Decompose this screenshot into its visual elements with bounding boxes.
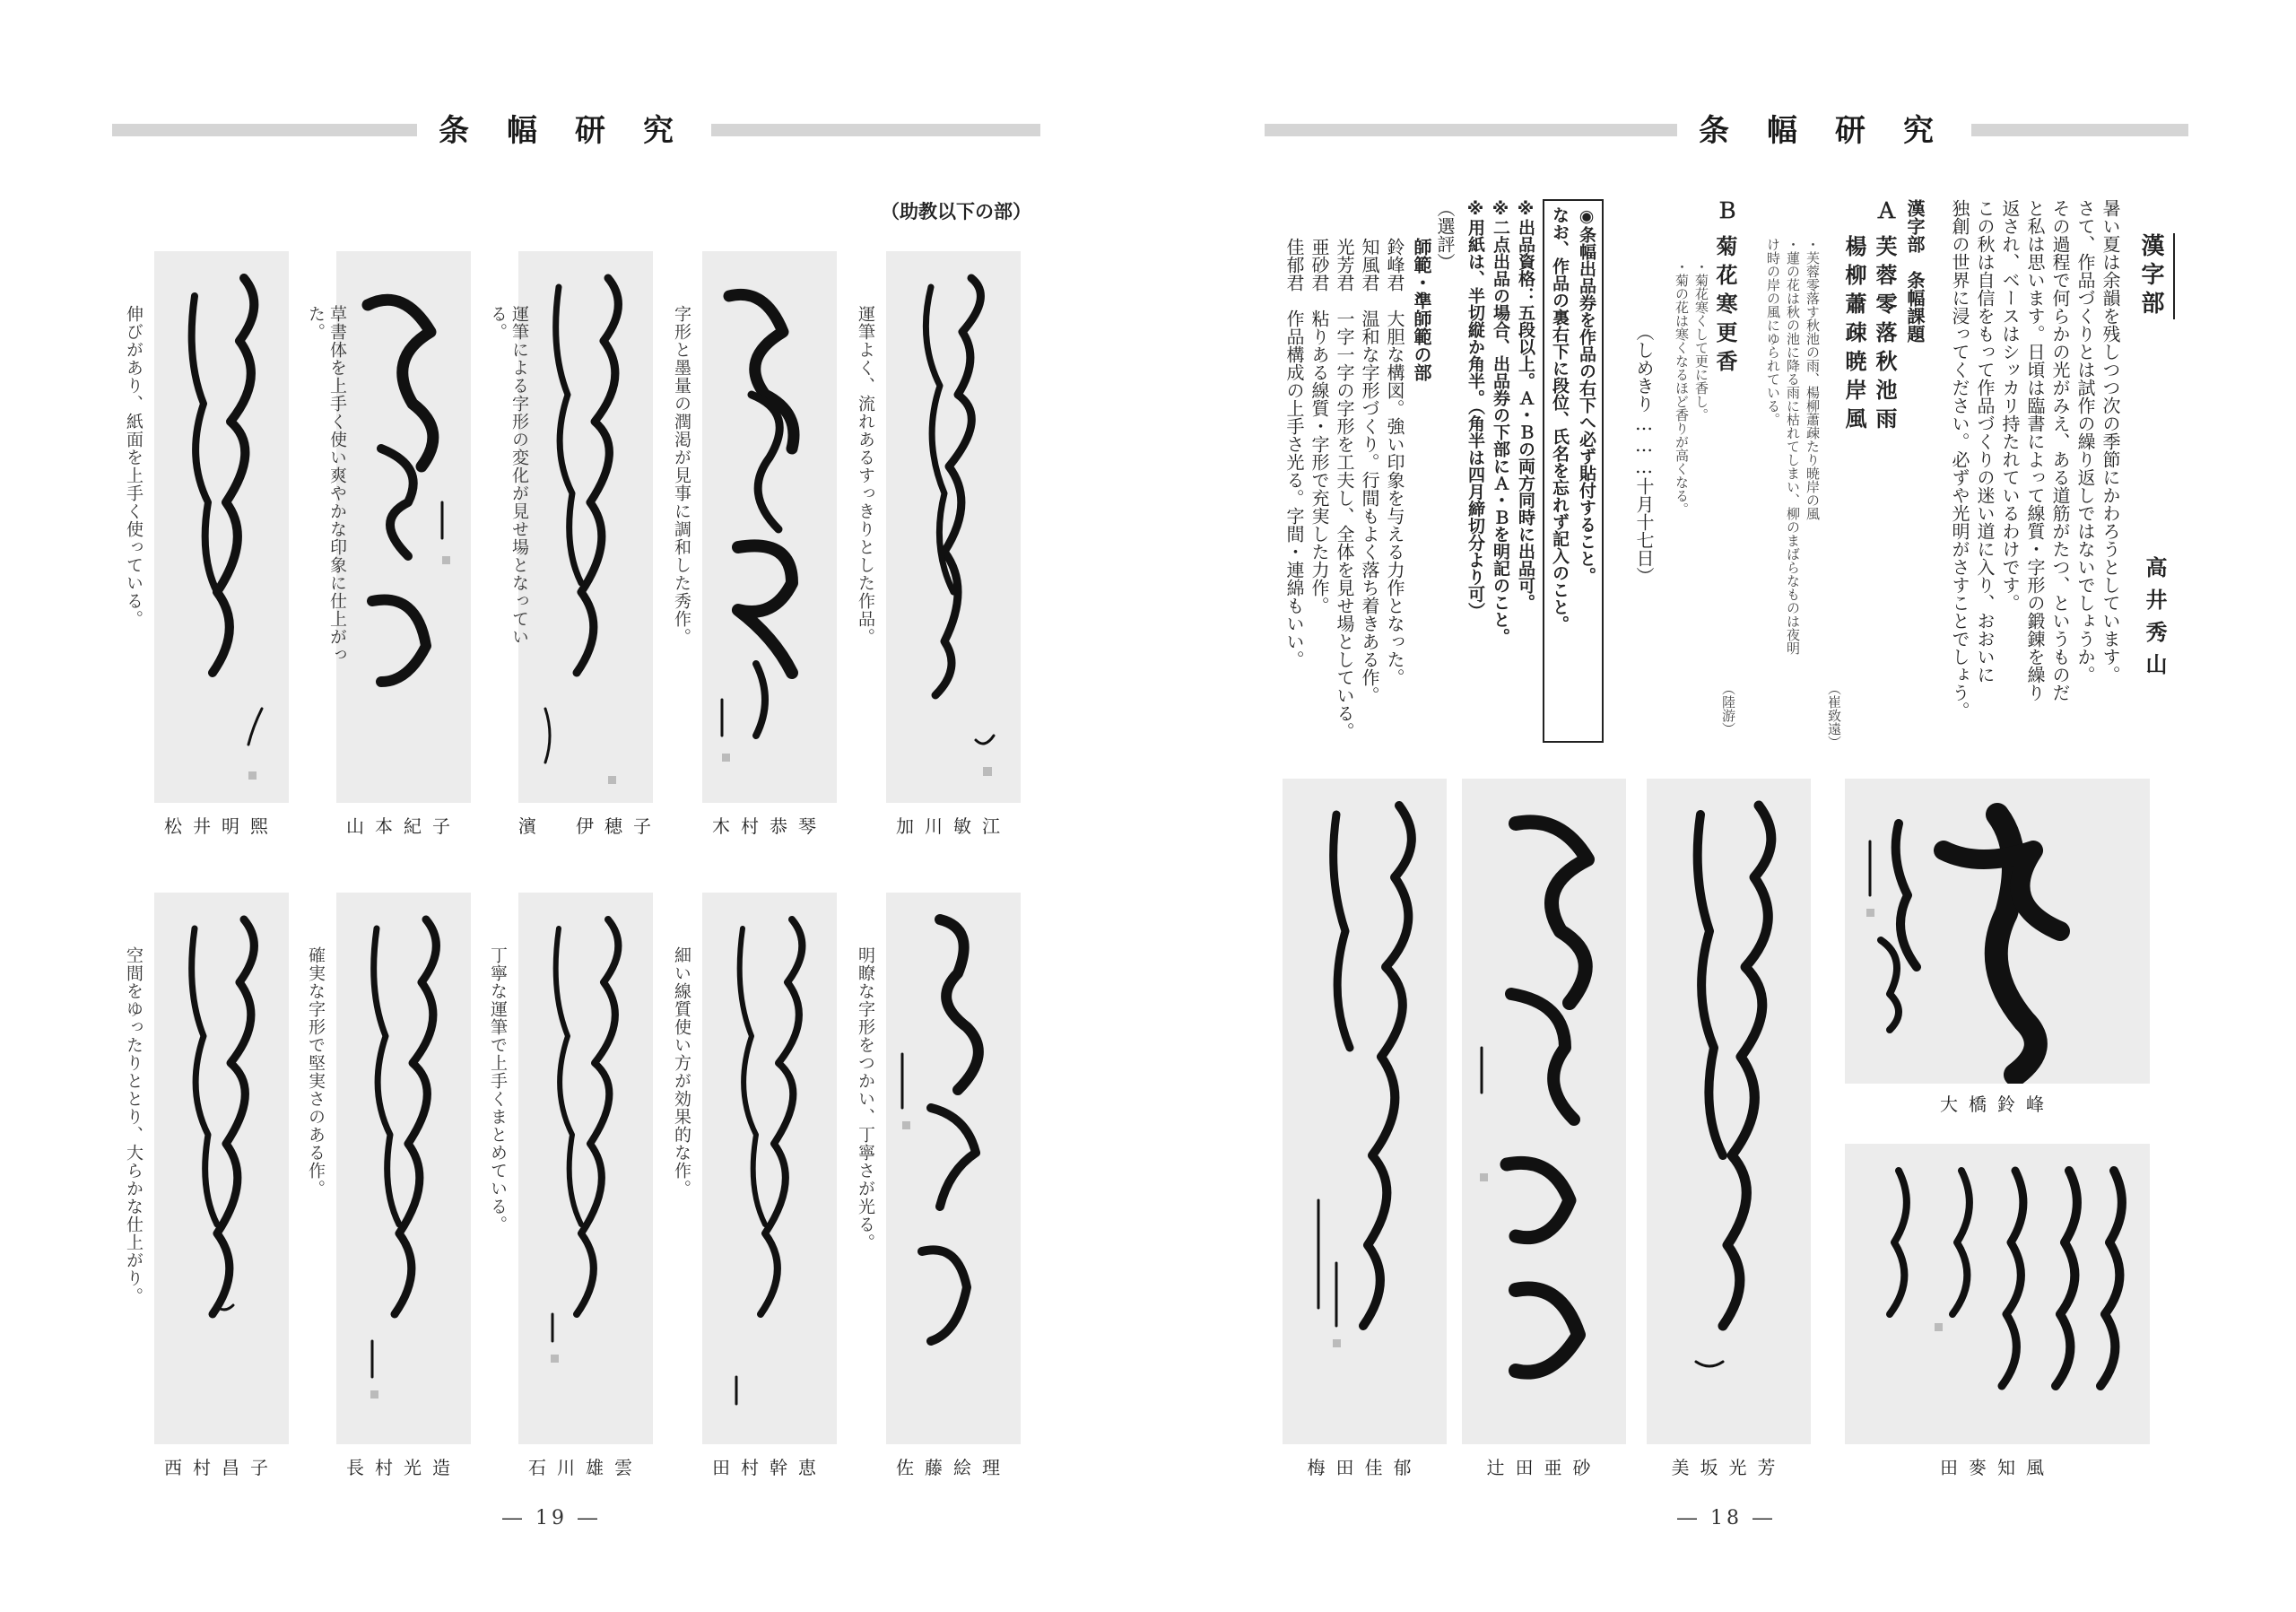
option-b-note: ・菊の花は寒くなるほど香りが高くなる。 <box>1674 260 1690 516</box>
brush-calligraphy-image <box>154 893 289 1444</box>
brush-calligraphy-image <box>154 251 289 803</box>
critique-text: 草書体を上手く使い爽やかな印象に仕上がった。 <box>306 305 347 664</box>
section-label: （助教以下の部） <box>881 201 1031 222</box>
option-a-line: 芙蓉零落秋池雨 <box>1872 235 1897 436</box>
notice-line: ◉条幅出品券を作品の右下へ必ず貼付すること。 <box>1577 206 1596 584</box>
option-b-note: ・菊花寒くして更に香し。 <box>1693 260 1709 422</box>
critique-text: 明瞭な字形をつかい、丁寧さが光る。 <box>856 946 875 1251</box>
option-a-author: （崔致遠） <box>1826 682 1842 749</box>
calligraphy-panel <box>1647 779 1811 1444</box>
assignment-heading: 漢字部 条幅課題 <box>1904 199 1926 343</box>
calligraphy-panel <box>154 251 289 803</box>
calligraphy-panel <box>518 251 653 803</box>
review-line: 知風君 温和な字形づくり。行間もよく落ち着きある作。 <box>1359 238 1380 704</box>
brush-calligraphy-image <box>702 251 837 803</box>
critique-text: 伸びがあり、紙面を上手く使っている。 <box>124 305 144 628</box>
page-title: 条幅研究 <box>417 113 711 149</box>
intro-line: 暑い夏は余韻を残しつつ次の季節にかわろうとしています。 <box>2100 199 2121 684</box>
critique-text: 運筆による字形の変化が見せ場となっている。 <box>488 305 529 646</box>
option-a-label: Ａ <box>1872 199 1897 221</box>
author-name: 大橋鈴峰 <box>1940 1094 2055 1115</box>
calligraphy-panel <box>518 893 653 1444</box>
review-line: 光芳君 一字一字の字形を工夫し、全体を見せ場としている。 <box>1334 238 1355 740</box>
intro-line: 返され、ベースはシッカリ持たれているわけです。 <box>1999 199 2021 612</box>
calligraphy-panel <box>702 251 837 803</box>
critique-text: 細い線質使い方が効果的な作。 <box>672 946 691 1198</box>
author-name: 美坂光芳 <box>1671 1457 1787 1478</box>
calligraphy-panel <box>886 893 1021 1444</box>
calligraphy-panel <box>702 893 837 1444</box>
rule-line: ※二点出品の場合、出品券の下部にＡ・Ｂを明記のこと。 <box>1491 199 1510 645</box>
option-a-line: 楊柳蕭疎暁岸風 <box>1841 235 1866 436</box>
author-name: 加川敏江 <box>896 815 1011 837</box>
calligraphy-panel <box>1845 779 2150 1084</box>
notice-box <box>1543 199 1604 743</box>
brush-calligraphy-image <box>336 893 471 1444</box>
right-page <box>1148 0 2296 1612</box>
review-label: （選評） <box>1434 199 1456 271</box>
brush-calligraphy-image <box>1845 1144 2150 1444</box>
author-credit: 高井秀山 <box>2142 556 2167 685</box>
author-name: 濱 伊穂子 <box>518 815 662 837</box>
page-header <box>1265 115 2188 151</box>
author-name: 石川雄雲 <box>528 1457 643 1478</box>
calligraphy-panel <box>886 251 1021 803</box>
author-name: 西村昌子 <box>164 1457 279 1478</box>
brush-calligraphy-image <box>702 893 837 1444</box>
intro-line: さて、作品づくりとは試作の繰り返しではないでしょうか。 <box>2074 199 2096 684</box>
rule-line: ※用紙は、半切縦か角半。（角半は四月締切分より可） <box>1465 199 1485 620</box>
review-line: 亜砂君 粘りある線質・字形で充実した力作。 <box>1309 238 1330 614</box>
critique-text: 確実な字形で堅実さのある作。 <box>306 946 326 1198</box>
option-b-author: （陸游） <box>1720 682 1736 736</box>
critique-text: 字形と墨量の潤渇が見事に調和した秀作。 <box>672 305 691 646</box>
calligraphy-panel <box>336 893 471 1444</box>
page-header <box>112 115 1040 151</box>
author-name: 梅田佳郁 <box>1307 1457 1422 1478</box>
author-name: 長村光造 <box>346 1457 461 1478</box>
author-name: 田村幹恵 <box>712 1457 827 1478</box>
brush-calligraphy-image <box>1845 779 2150 1084</box>
calligraphy-panel <box>1845 1144 2150 1444</box>
calligraphy-panel <box>1283 779 1447 1444</box>
brush-calligraphy-image <box>518 251 653 803</box>
notice-line: なお、作品の裏右下に段位、氏名を忘れず記入のこと。 <box>1550 206 1570 632</box>
brush-calligraphy-image <box>518 893 653 1444</box>
critique-text: 運筆よく、流れあるすっきりとした作品。 <box>856 305 875 646</box>
author-name: 辻田亜砂 <box>1486 1457 1602 1478</box>
rule-line: ※出品資格：五段以上。Ａ・Ｂの両方同時に出品可。 <box>1516 199 1535 611</box>
brush-calligraphy-image <box>1647 779 1811 1444</box>
author-name: 佐藤絵理 <box>896 1457 1011 1478</box>
critique-text: 丁寧な運筆で上手くまとめている。 <box>488 946 508 1233</box>
brush-calligraphy-image <box>1462 779 1626 1444</box>
brush-calligraphy-image <box>336 251 471 803</box>
review-heading: 師範・準師範の部 <box>1411 238 1432 381</box>
option-b-label: Ｂ <box>1712 199 1737 221</box>
author-name: 松井明煕 <box>164 815 279 837</box>
option-a-note: ・芙蓉零落す秋池の雨、楊柳蕭疎たり暁岸の風 <box>1805 238 1821 520</box>
calligraphy-panel <box>1462 779 1626 1444</box>
deadline: （しめきり………十月十七日） <box>1633 323 1655 585</box>
review-line: 鈴峰君 大胆な構図。強い印象を与える力作となった。 <box>1384 238 1405 686</box>
page-number: ― 19 ― <box>502 1507 601 1529</box>
intro-line: その過程で何らかの光がみえ、ある道筋がたつ、というものだ <box>2049 199 2071 701</box>
option-b-line: 菊花寒更香 <box>1712 235 1737 379</box>
intro-line: と私は思います。日頃は臨書によって線質・字形の鍛錬を繰り <box>2024 199 2046 701</box>
brush-calligraphy-image <box>886 251 1021 803</box>
brush-calligraphy-image <box>1283 779 1447 1444</box>
author-name: 山本紀子 <box>346 815 461 837</box>
review-line: 佳郁君 作品構成の上手さ光る。字間・連綿もいい。 <box>1283 238 1305 668</box>
calligraphy-panel <box>154 893 289 1444</box>
author-name: 田麥知風 <box>1940 1457 2055 1478</box>
intro-line: 独創の世界に浸ってください。必ずや光明がさすことでしょう。 <box>1949 199 1970 719</box>
page-number: ― 18 ― <box>1677 1507 1776 1529</box>
intro-line: この秋は自信をもって作品づくりの迷い道に入り、おおいに <box>1974 199 1996 684</box>
critique-text: 空間をゆったりととり、大らかな仕上がり。 <box>124 946 144 1305</box>
option-a-note: ・蓮の花は秋の池に降る雨に枯れてしまい、柳のまばらなものは夜明 <box>1785 238 1801 655</box>
author-name: 木村恭琴 <box>712 815 827 837</box>
brush-calligraphy-image <box>886 893 1021 1444</box>
option-a-note: け時の岸の風にゆられている。 <box>1765 238 1781 426</box>
page-title: 条幅研究 <box>1677 113 1971 149</box>
calligraphy-panel <box>336 251 471 803</box>
department-heading: 漢字部 <box>2135 233 2175 319</box>
